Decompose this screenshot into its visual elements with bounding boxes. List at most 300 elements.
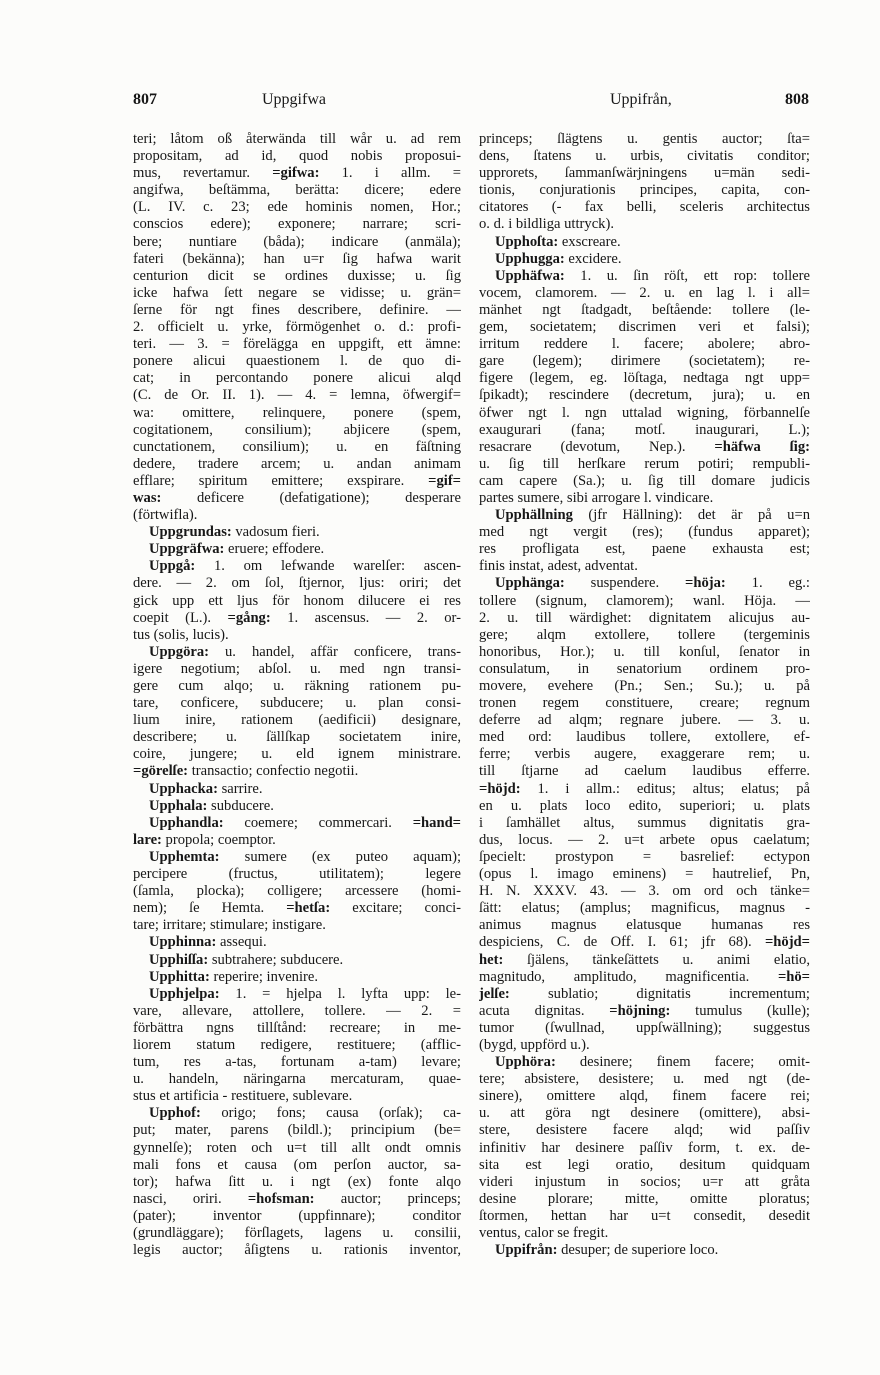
text-line [479,405,810,422]
text-segment: 1. ascensus. — 2. or- [270,609,461,626]
text-segment: (jfr Hällning): det är på u=n [572,507,810,524]
text-line [133,1054,461,1071]
headword: Upphemta: [149,848,220,865]
text-line [479,610,810,627]
text-line [479,695,810,712]
text-segment: dere. — 2. om ſol, ſtjernor, ljus: oriri; det [133,575,461,592]
text-line [133,763,461,780]
text-segment: gick upp ett ljus för honom dilucere ei res [133,592,461,609]
text-line [479,199,810,216]
text-line [479,507,810,524]
text-segment: ponere alicui quaestionem l. de quo di- [133,353,461,370]
text-line [133,251,461,268]
text-segment: coire, jungere; u. eld ignem ministrare. [133,746,461,763]
text-line [133,815,461,832]
text-line [479,781,810,798]
text-line [479,422,810,439]
text-segment: 1. u. ſin röſt, ett rop: tollere [564,267,810,284]
headword: Uppgöra: [149,643,209,660]
text-line [133,336,461,353]
text-segment: resacrare (devotum, Nep.). [479,438,715,455]
text-line [133,439,461,456]
text-line [479,934,810,951]
text-segment: H. N. XXXV. 43. — 3. om ord och tänke= [479,883,810,900]
text-segment: 1. i allm.: editus; altus; elatus; på [520,780,810,797]
text-line [133,405,461,422]
headword: Upphandla: [149,814,224,831]
text-line [133,131,461,148]
text-line [479,165,810,182]
text-segment: fateri (bekänna); han u=r ſig hafwa warit [133,250,461,267]
text-line [133,695,461,712]
text-line [479,1037,810,1054]
subentry: jelſe: [479,985,510,1002]
headword: Upphjelpa: [149,985,220,1002]
text-line [479,798,810,815]
text-line [479,1208,810,1225]
text-segment: nem); ſe Hemta. [133,900,287,917]
text-segment: förbättra ngns tillſtånd: recreare; in me- [133,1019,461,1036]
text-line [133,1105,461,1122]
text-segment: consulatum, in senatorium ordinem pro- [479,660,810,677]
text-segment: tumulus (kulle); [670,1002,810,1019]
text-line [479,1122,810,1139]
text-segment: propola; coemptor. [161,831,276,848]
text-segment: (bygd, uppförd u.). [479,1036,590,1053]
text-line [133,319,461,336]
text-line [479,1105,810,1122]
text-line [479,302,810,319]
text-line [479,541,810,558]
headword: Uppgå: [149,558,196,575]
text-segment: assequi. [216,934,267,951]
text-segment: movere, evehere (Pn.; Sen.; Su.); u. på [479,678,810,694]
text-segment: till ſtjarne ad caelum laudibus efferre. [479,763,810,780]
text-line [133,1174,461,1191]
text-segment: centurion dicit se ordines duxisse; u. ſig [133,267,461,284]
text-line [479,473,810,490]
text-line [133,524,461,541]
text-segment: auctor; princeps; [314,1190,461,1207]
text-line [479,524,810,541]
text-segment: teri; låtom oß återwända till wår u. ad rem [133,131,461,147]
text-segment: liorem statum redigere, restituere; (afflic- [133,1036,461,1053]
text-line [133,507,461,524]
text-segment: u. handeln, näringarna mercaturam, quae- [133,1071,461,1088]
text-line [479,644,810,661]
headword: Upphof: [149,1105,201,1122]
text-line [479,712,810,729]
text-line [479,1174,810,1191]
text-line [479,986,810,1003]
text-line [479,678,810,695]
text-line [133,917,461,934]
subentry: het: [479,951,504,968]
text-segment: lium inire, rationem (aedificii) designare, [133,712,461,729]
text-line [133,644,461,661]
text-segment: excitare; conci- [330,900,461,917]
text-line [133,234,461,251]
text-segment: efflare; spiritum emittere; exspirare. [133,472,429,489]
text-segment: ſjälens, tänkeſättets u. animi elatio, [503,951,810,968]
text-segment: tum, res a-tas, fortunam a-tam) levare; [133,1054,461,1071]
right-running-head: Uppifrån, [610,91,672,108]
text-segment: o. d. i bildliga uttryck). [479,216,614,233]
text-line [133,746,461,763]
text-line [479,900,810,917]
text-line [133,712,461,729]
text-line [133,473,461,490]
text-line [479,1003,810,1020]
text-line [133,952,461,969]
subentry: =höja: [685,575,726,592]
text-line [133,370,461,387]
text-segment: legis auctor; åſigtens u. rationis inventor, [133,1242,461,1259]
text-segment: vocem, clamorem. — 2. u. en lag l. i all= [479,284,810,301]
text-segment: med ord: laudibus tollere, extollere, ef- [479,729,810,746]
subentry: =häfwa ſig: [714,438,810,455]
text-line [133,900,461,917]
text-line [133,541,461,558]
subentry: lare: [133,831,162,848]
text-segment: nasci, oriri. [133,1190,248,1207]
text-line [133,934,461,951]
text-segment: gere; alqm extollere, tollere (tergeminis [479,626,810,643]
text-segment: tollere (signum, clamorem); wanl. Höja. — [479,592,810,609]
text-segment: (ſamla, plocka); colligere; arcessere (homi- [133,883,461,900]
text-segment: i ſamhället altus, summus dignitatis gra- [479,814,810,831]
text-line [133,627,461,644]
subentry: =gång: [227,609,271,626]
text-line [479,353,810,370]
text-line [479,251,810,268]
text-line [479,1191,810,1208]
text-segment: mali fons et causa (om perſon auctor, sa- [133,1156,461,1173]
text-segment: sita est legi oratio, desitum quidquam [479,1156,810,1173]
text-line [479,234,810,251]
text-line [133,610,461,627]
text-line [133,268,461,285]
headword: Upphäfwa: [495,267,565,284]
text-segment: reperire; invenire. [209,968,319,985]
text-line [479,593,810,610]
text-segment: exscreare. [558,233,621,250]
text-segment: igere negotium; abſol. u. med ngn transi- [133,660,461,677]
text-line [479,336,810,353]
text-segment: origo; fons; causa (orſak); ca- [200,1105,461,1122]
text-line [133,849,461,866]
text-segment: exaugurari (fana; motſ. inaugurari, L.); [479,421,810,438]
text-segment: ferre; verbis augere, exaggerare rem; u. [479,746,810,763]
headword: Upphöra: [495,1054,556,1071]
text-segment: cam capere (Sa.); u. ſig till domare judicis [479,472,810,489]
headword: Upphoſta: [495,233,559,250]
text-line [479,439,810,456]
text-line [133,456,461,473]
text-segment: dens, ſtatens u. urbis, civitatis conditor; [479,148,810,165]
text-line [479,1054,810,1071]
text-segment: icke hafwa ſett negare se vidisse; u. grän= [133,284,461,301]
text-segment: (förtwifla). [133,507,198,524]
headword: Upphugga: [495,250,565,267]
subentry: =gif= [428,472,461,489]
text-line [479,1140,810,1157]
headword: Uppgräfwa: [149,541,225,558]
text-segment: 1. om lefwande warelſer: ascen- [195,558,461,575]
text-line [479,746,810,763]
text-segment: tus (solis, lucis). [133,626,229,643]
text-segment: gare (legem); dirimere (societatem); re- [479,353,810,370]
subentry: =görelſe: [133,763,189,780]
text-line [133,302,461,319]
text-segment: coepit (L.). [133,609,228,626]
right-page-number: 808 [785,91,809,108]
subentry: =hö= [777,968,810,985]
text-segment: tare; irritare; stimulare; instigare. [133,917,326,934]
text-line [133,1140,461,1157]
text-segment: irritum reddere l. facere; abolere; abro- [479,336,810,353]
text-line [133,1225,461,1242]
text-segment: ſpikadt); rescindere (decretum, jura); u. en [479,387,810,404]
text-segment: despiciens, C. de Off. I. 61; jfr 68). [479,934,765,951]
text-line [133,1088,461,1105]
text-line [133,1071,461,1088]
text-line [133,661,461,678]
text-segment: cunctationem, consilium); u. en fäſtning [133,438,461,455]
headword: Upphala: [149,797,208,814]
text-line [133,1037,461,1054]
text-segment: suspendere. [564,575,686,592]
text-line [479,1157,810,1174]
text-line [479,575,810,592]
left-page-number: 807 [133,91,157,108]
text-segment: percipere (fructus, utilitatem); legere [133,866,461,883]
text-segment: med ngt vergit (res); (fundus apparet); [479,524,810,541]
subentry: =hofsman: [247,1190,315,1207]
text-line [133,866,461,883]
text-segment: mus, revertamur. [133,165,273,182]
text-line [479,1242,810,1259]
subentry: =höjning: [609,1002,671,1019]
right-text-column [479,131,810,1259]
text-segment: partes sumere, sibi arrogare l. vindicare. [479,489,714,506]
text-segment: teri. — 3. = förelägga en uppgift, ett ämne: [133,336,461,353]
text-line [133,165,461,182]
text-segment: ſtormen, hettan har u=t consedit, desedit [479,1207,810,1224]
text-line [479,1020,810,1037]
headword: Uppgrundas: [149,524,232,541]
text-line [479,952,810,969]
text-line [479,285,810,302]
text-segment: tronen regem constituere, creare; regnum [479,695,810,712]
subentry: =höjd= [764,934,810,951]
text-segment: sublatio; dignitatis incrementum; [509,985,810,1002]
text-segment: öfwer ngt l. ngn uttalad wigning, förbannelſe [479,404,810,421]
text-segment: dus, locus. — 2. u=t arbete opus caelatum; [479,831,810,848]
text-segment: tere; absistere, desistere; u. med ngt (de- [479,1071,810,1088]
headword: Upphacka: [149,780,218,797]
text-line [133,216,461,233]
headword: Upphinna: [149,934,217,951]
subentry: =gifwa: [272,165,320,182]
text-line [479,969,810,986]
subentry: =höjd: [479,780,521,797]
text-segment: infinitiv har desinere paſſiv form, t. ex. de- [479,1139,810,1156]
text-segment: videri injustum in socios; u=r att gråta [479,1173,810,1190]
text-segment: deferre ad alqm; regnare jubere. — 3. u. [479,712,810,729]
text-segment: ſätt: elatus; (amplus; magnificus, magnus - [479,900,810,917]
text-line [133,1157,461,1174]
text-line [133,798,461,815]
text-segment: ſpecielt: prostypon = basrelief: ectypon [479,848,810,865]
text-segment: put; mater, parens (bildl.); principium (be= [133,1122,461,1139]
text-segment: figere (legem, eg. löſtaga, nedtaga ngt upp= [479,370,810,387]
headword: Upphiſſa: [149,951,209,968]
text-segment: 1. eg.: [725,575,810,592]
text-segment: sumere (ex puteo aquam); [219,848,461,865]
text-line [133,883,461,900]
text-segment: excidere. [564,250,622,267]
text-line [133,387,461,404]
text-segment: 2. u. till wärdighet: dignitatem alicujus au- [479,609,810,626]
text-segment: tionis, conjurationis principes, capita, con- [479,182,810,199]
text-segment: desinere; finem facere; omit- [555,1054,810,1071]
left-running-head: Uppgifwa [262,91,326,108]
text-segment: ventus, calor se fregit. [479,1225,609,1241]
text-line [479,456,810,473]
text-line [479,387,810,404]
text-segment: (L. IV. c. 23; ede hominis nomen, Hor.; [133,199,461,216]
text-segment: ſerne för ngt fines describere, definire. — [133,301,461,318]
text-segment: 2. officielt u. yrke, förmögenhet o. d.: profi- [133,319,461,336]
text-line [133,182,461,199]
text-segment: subtrahere; subducere. [208,951,344,968]
text-line [133,1208,461,1225]
text-line [133,1003,461,1020]
text-line [133,1242,461,1259]
text-segment: vare, allevare, attollere, tollere. — 2. = [133,1002,461,1019]
text-line [479,883,810,900]
text-segment: honoribus, Hor.); u. till konſul, ſenator in [479,643,810,660]
text-line [133,593,461,610]
text-line [133,986,461,1003]
left-text-column [133,131,461,1259]
headword: Upphitta: [149,968,210,985]
text-segment: 1. i allm. = [319,165,461,182]
text-line [133,1122,461,1139]
text-segment: subducere. [207,797,274,814]
text-line [133,148,461,165]
text-line [479,832,810,849]
text-segment: gere cum alqo; u. räkning rationem pu- [133,678,461,694]
text-line [479,216,810,233]
text-segment: bere; nuntiare (båda); indicare (anmäla); [133,233,461,250]
text-segment: tare, conficere, subducere; u. plan consi- [133,695,461,712]
text-line [133,285,461,302]
text-line [479,866,810,883]
text-segment: 1. = hjelpa l. lyfta upp: le- [219,985,461,1002]
text-line [479,131,810,148]
text-segment: en u. plats loco edito, superiori; u. plats [479,797,810,814]
text-segment: tor); hafwa ſitt u. i ngt (ex) fonte alqo [133,1173,461,1190]
text-segment: u. handel, affär conficere, trans- [209,643,461,660]
text-line [479,1088,810,1105]
text-segment: stere, desistere facere alqd; wid paſſiv [479,1122,810,1139]
text-line [479,917,810,934]
text-line [133,1020,461,1037]
text-segment: res profligata est, paene exhausta est; [479,541,810,558]
text-segment: eruere; effodere. [224,541,325,558]
text-segment: u. ſig till herſkare rerum potiri; rempubli- [479,455,810,472]
text-segment: animus magnus elatusque humanas res [479,917,810,934]
text-segment: conscios edere); exponere; narrare; scri- [133,216,461,233]
text-segment: cogitationem, consilium); abjicere (spem, [133,421,461,438]
text-segment: transactio; confectio negotii. [188,763,359,780]
text-line [479,849,810,866]
text-segment: upprorets, ſammanſwärjningens u=män sedi- [479,165,810,182]
text-line [479,268,810,285]
text-segment: (grundläggare); förſlagets, lagens u. consilii, [133,1225,461,1241]
text-segment: u. att göra ngt desinere (omittere), absi- [479,1105,810,1122]
text-segment: citatores (- fax belli, sceleris architectus [479,199,810,216]
text-segment: sarrire. [217,780,263,797]
text-line [479,558,810,575]
headword: Uppifrån: [495,1242,558,1259]
text-segment: dedere, tradere arcem; u. andan animam [133,455,461,472]
text-line [479,182,810,199]
text-segment: angifwa, beſtämma, berätta: dicere; edere [133,182,461,199]
text-segment: acuta dignitas. [479,1002,610,1019]
text-segment: gem, societatem; discrimen veri et falsi); [479,319,810,336]
text-segment: describere; u. ſällſkap societatem inire, [133,729,461,746]
text-segment: princeps; ſlägtens u. gentis auctor; ſta= [479,131,810,147]
text-segment: wa: omittere, relinquere, ponere (spem, [133,404,461,421]
text-line [479,661,810,678]
text-line [479,319,810,336]
text-segment: coemere; commercari. [223,814,413,831]
text-segment: desine plorare; mitte, omitte ploratus; [479,1190,810,1207]
subentry: =hetſa: [286,900,331,917]
text-line [479,763,810,780]
text-line [133,969,461,986]
text-segment: magnitudo, amplitudo, magnificentia. [479,968,778,985]
text-segment: (C. de Or. II. 1). — 4. = lemna, öfwergif= [133,387,461,404]
text-line [133,575,461,592]
text-line [479,729,810,746]
text-segment: sinere), omittere alqd, finem facere rei; [479,1088,810,1105]
headword: Upphänga: [495,575,565,592]
text-segment: tumor (ſwullnad, uppſwällning); suggestus [479,1019,810,1036]
text-segment: vadosum fieri. [231,524,320,541]
text-line [133,199,461,216]
text-line [133,832,461,849]
headword: Upphällning [495,507,573,524]
text-line [479,490,810,507]
text-segment: propositam, ad id, quod nobis proposui- [133,148,461,165]
text-segment: deficere (defatigatione); desperare [161,489,461,506]
text-line [479,370,810,387]
text-line [479,1225,810,1242]
text-line [133,558,461,575]
subentry: =hand= [412,814,461,831]
text-line [133,678,461,695]
text-segment: cat; in percontando ponere alicui alqd [133,370,461,387]
text-line [479,1071,810,1088]
text-segment: gynnelſe); roten och u=t till allt ondt omnis [133,1139,461,1156]
text-segment: (pater); inventor (uppfinnare); conditor [133,1207,461,1224]
text-line [133,490,461,507]
text-line [133,353,461,370]
